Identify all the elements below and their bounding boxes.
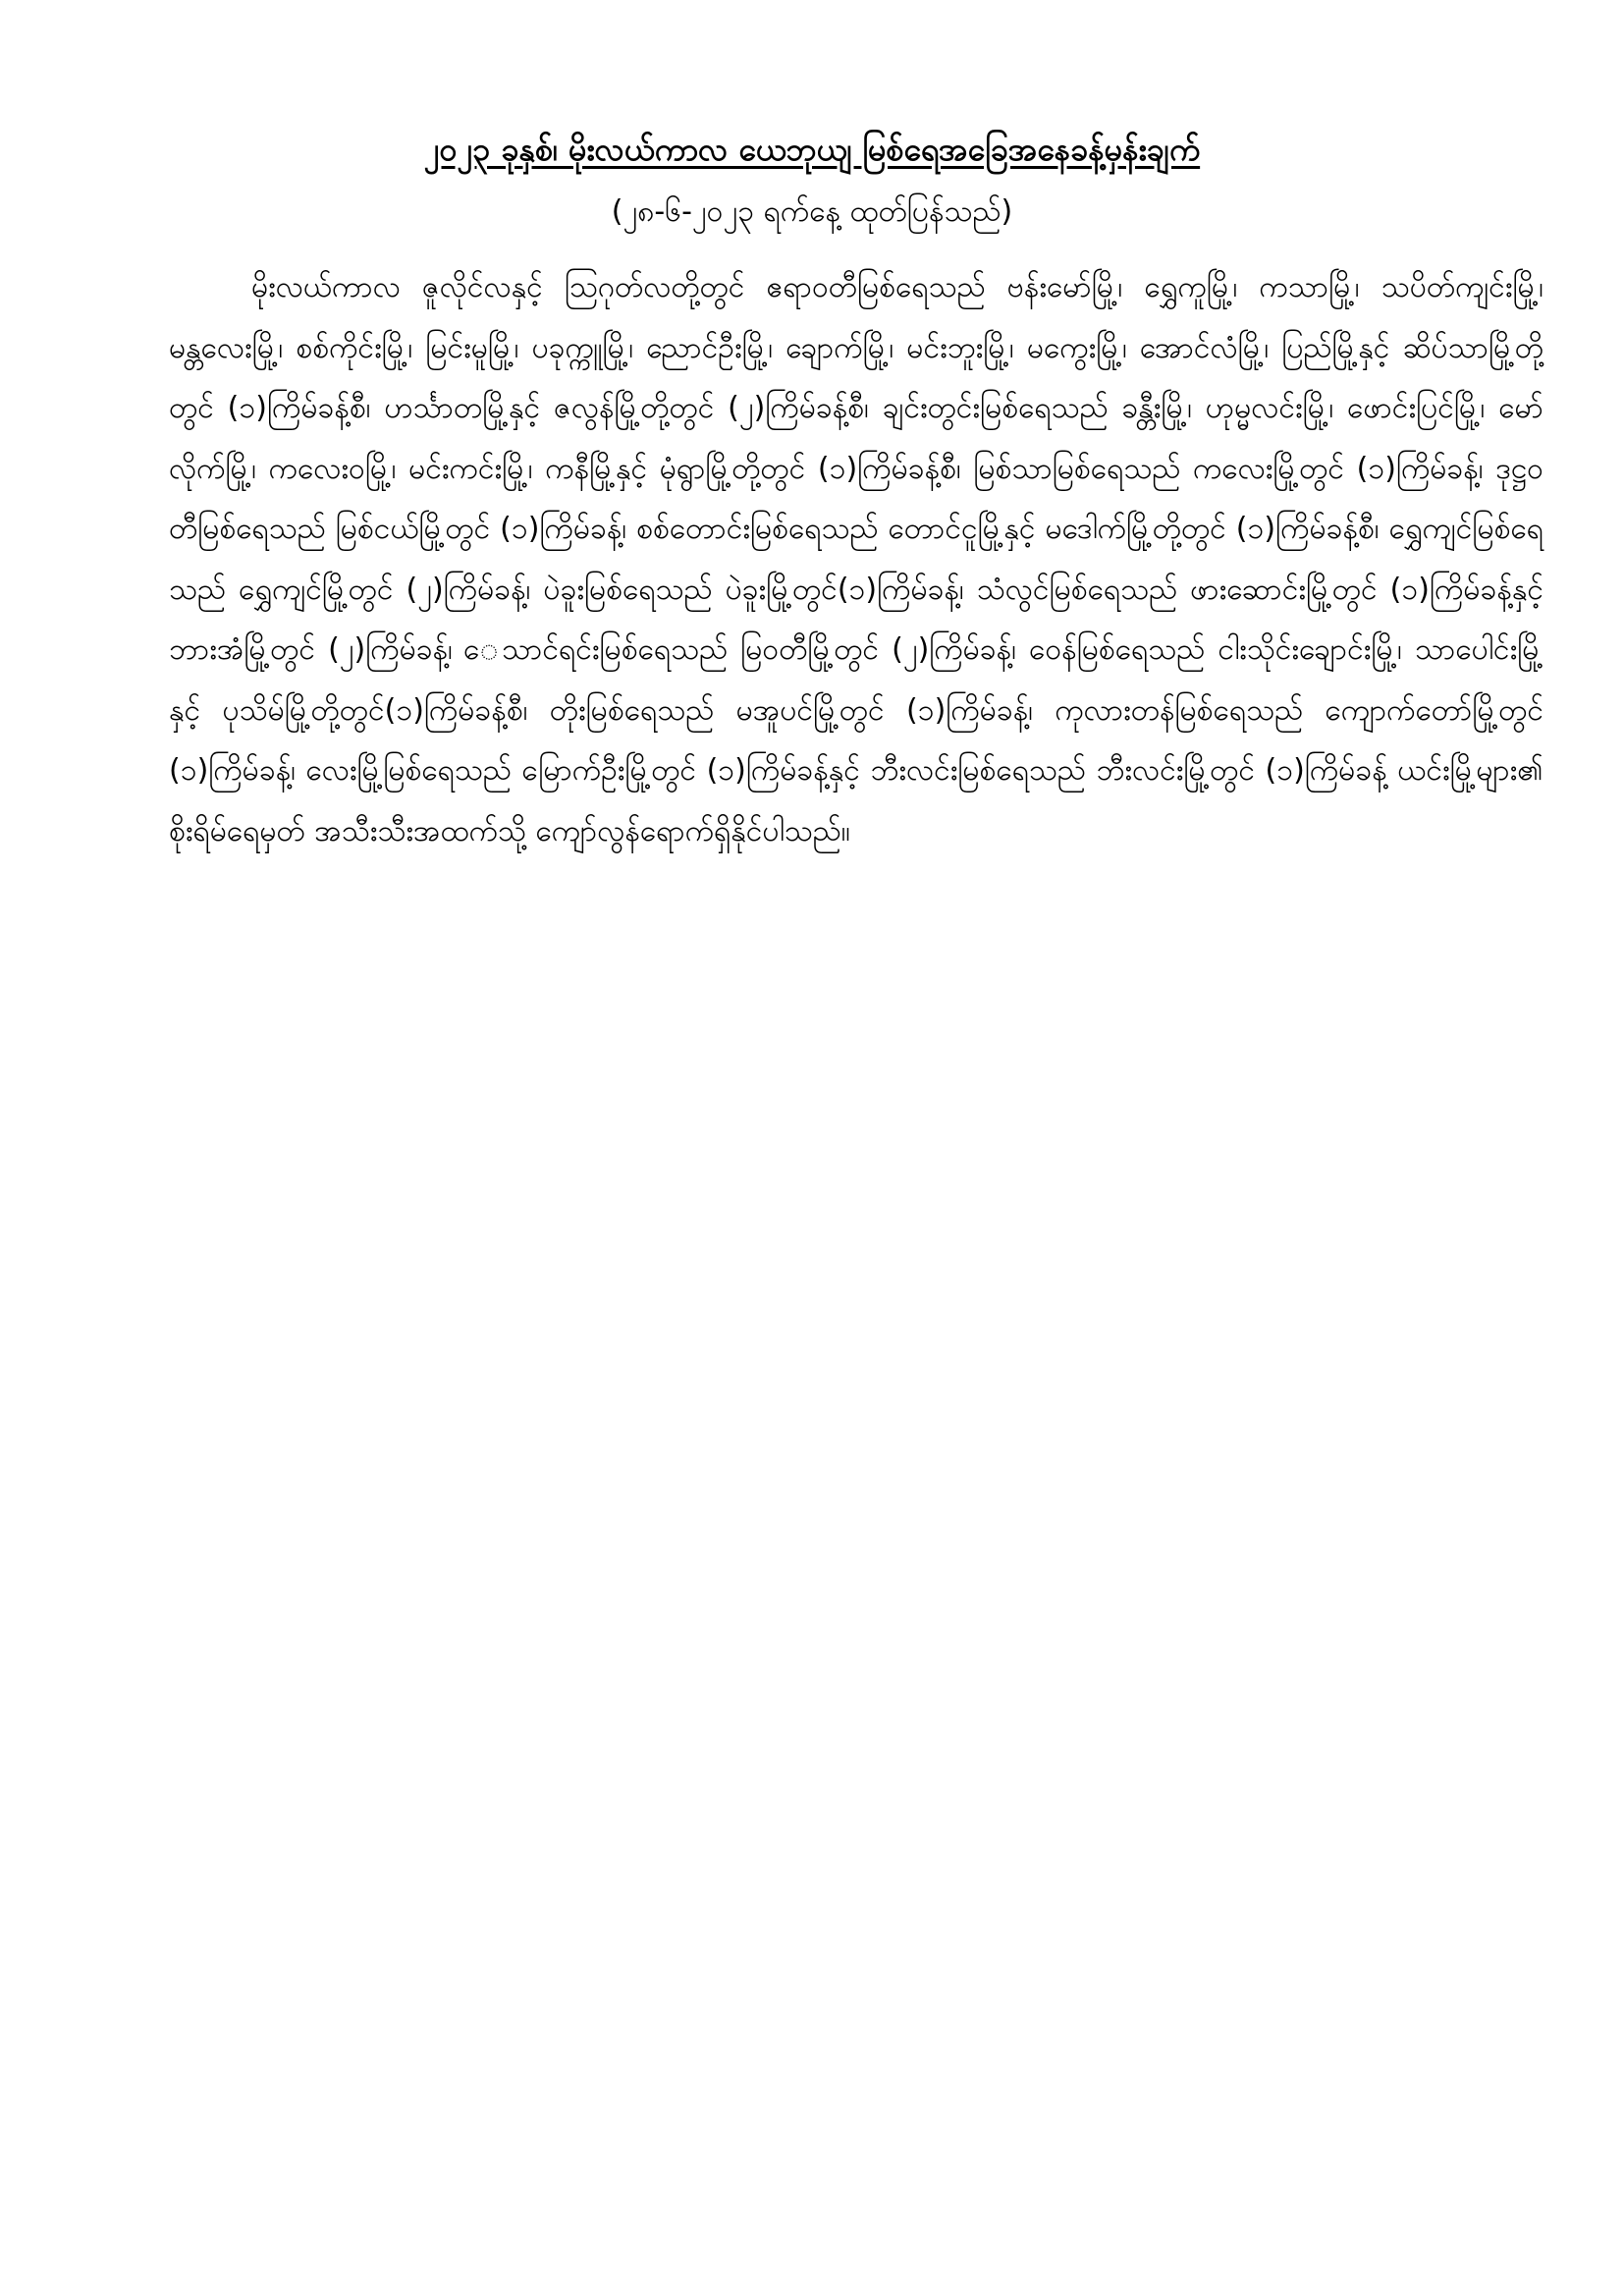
- document-subtitle: (၂၈-၆-၂၀၂၃ ရက်နေ့ ထုတ်ပြန်သည်): [611, 194, 1013, 229]
- body-paragraph: မိုးလယ်ကာလ ဇူလိုင်လနှင့် ဩဂုတ်လတို့တွင် ဧရာဝတီမြစ်ရေသည် ဗန်းမော်မြို့၊ ရွှေကူမြို့၊ ကသာမြို့၊ သပိတ်ကျင်းမြို့၊ မန္တလေးမြို့၊ စစ်ကိုင်းမြို့၊ မြင်းမူမြို့၊ ပခုက္ကူမြို့၊ ညောင်ဦးမြို့၊ ချောက်မြို့၊ မင်းဘူးမြို့၊ မကွေးမြို့၊ အောင်လံမြို့၊ ပြည်မြို့နှင့် ဆိပ်သာမြို့တို့တွင် (၁)ကြိမ်ခန့်စီ၊ ဟင်္သာတမြို့နှင့် ဇလွန်မြို့တို့တွင် (၂)ကြိမ်ခန့်စီ၊ ချင်းတွင်းမြစ်ရေသည် ခန္တီးမြို့၊ ဟုမ္မလင်းမြို့၊ ဖောင်းပြင်မြို့၊ မော်လိုက်မြို့၊ ကလေးဝမြို့၊ မင်းကင်းမြို့၊ ကနီမြို့နှင့် မုံရွာမြို့တို့တွင် (၁)ကြိမ်ခန့်စီ၊ မြစ်သာမြစ်ရေသည် ကလေးမြို့တွင် (၁)ကြိမ်ခန့်၊ ဒုဋ္ဌဝတီမြစ်ရေသည် မြစ်ငယ်မြို့တွင် (၁)ကြိမ်ခန့်၊ စစ်တောင်းမြစ်ရေသည် တောင်ငူမြို့နှင့် မဒေါက်မြို့တို့တွင် (၁)ကြိမ်ခန့်စီ၊ ရွှေကျင်မြစ်ရေသည် ရွှေကျင်မြို့တွင် (၂)ကြိမ်ခန့်၊ ပဲခူးမြစ်ရေသည် ပဲခူးမြို့တွင်(၁)ကြိမ်ခန့်၊ သံလွင်မြစ်ရေသည် ဖားဆောင်းမြို့တွင် (၁)ကြိမ်ခန့်နှင့် ဘားအံမြို့တွင် (၂)ကြိမ်ခန့်၊ ေသာင်ရင်းမြစ်ရေသည် မြဝတီမြို့တွင် (၂)ကြိမ်ခန့်၊ ဝေန်မြစ်ရေသည် ငါးသိုင်းချောင်းမြို့၊ သာပေါင်းမြို့နှင့် ပုသိမ်မြို့တို့တွင်(၁)ကြိမ်ခန့်စီ၊ တိုးမြစ်ရေသည် မအူပင်မြို့တွင် (၁)ကြိမ်ခန့်၊ ကုလားတန်မြစ်ရေသည် ကျောက်တော်မြို့တွင် (၁)ကြိမ်ခန့်၊ လေးမြို့မြစ်ရေသည် မြောက်ဦးမြို့တွင် (၁)ကြိမ်ခန့်နှင့် ဘီးလင်းမြစ်ရေသည် ဘီးလင်းမြို့တွင် (၁)ကြိမ်ခန့် ယင်းမြို့များ၏ စိုးရိမ်ရေမှတ် အသီးသီးအထက်သို့ ကျော်လွန်ရောက်ရှိနိုင်ပါသည်။: [169, 270, 1543, 848]
- document-title: ၂၀၂၃ ခုနှစ်၊ မိုးလယ်ကာလ ယေဘုယျ မြစ်ရေအခြေအနေခန့်မှန်းချက်: [423, 131, 1201, 168]
